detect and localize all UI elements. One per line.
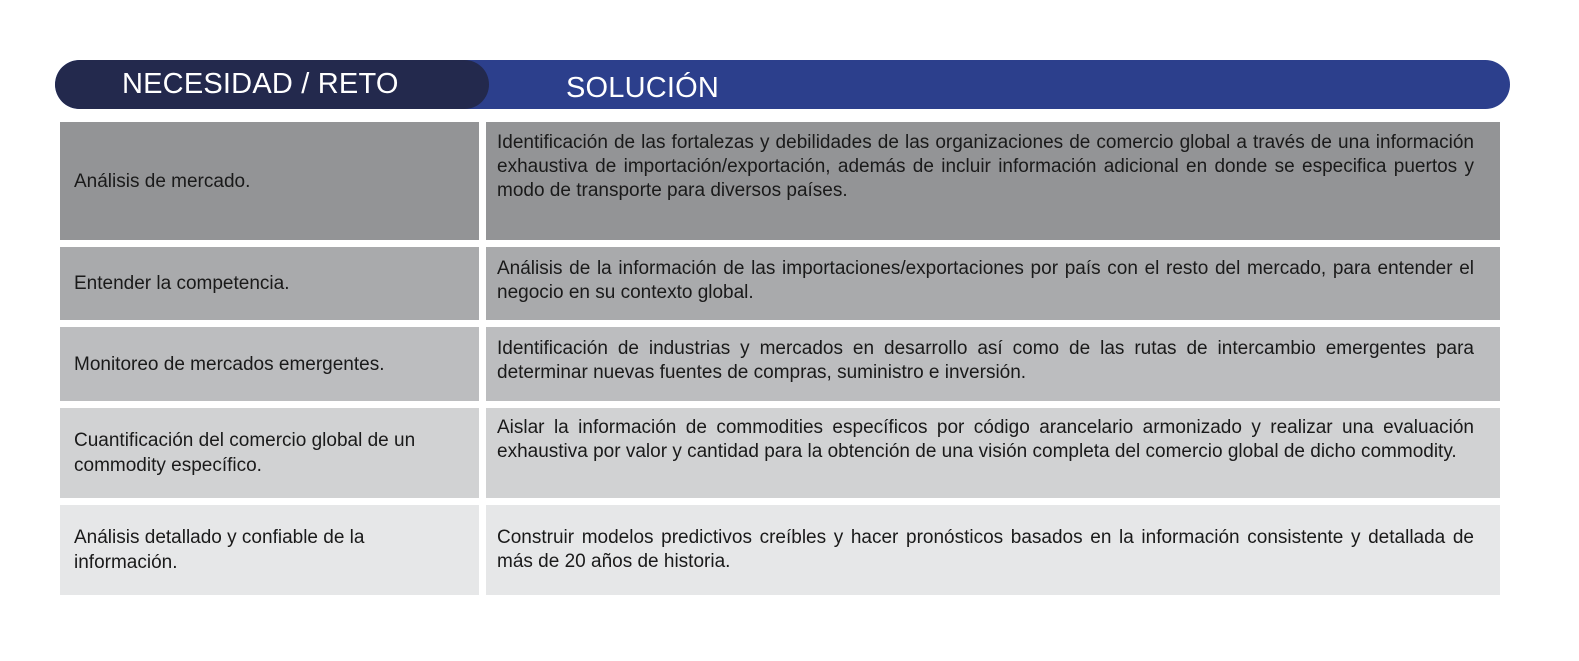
solution-cell: [486, 247, 1500, 320]
table-row: [60, 505, 1500, 595]
need-cell: [60, 505, 479, 595]
table-row: [60, 408, 1500, 498]
need-text: Monitoreo de mercados emergentes.: [74, 353, 385, 375]
need-cell: [60, 408, 479, 498]
solution-cell: [486, 505, 1500, 595]
need-text: Análisis de mercado.: [74, 170, 251, 192]
need-text: Entender la competencia.: [74, 273, 290, 294]
table-row: [60, 327, 1500, 401]
need-cell: [60, 247, 479, 320]
table-header: [55, 60, 1510, 109]
need-text: Análisis detallado y confiable de la información.: [74, 527, 365, 573]
solution-text: Aislar la información de commodities específicos por código arancelario armonizado y realizar una evaluación exhaustiva por valor y cantidad para la obtención de una visión completa del comercio global de dicho commodity.: [497, 417, 1474, 462]
table-row: [60, 122, 1500, 240]
solution-cell: [486, 408, 1500, 498]
header-solution-label: SOLUCIÓN: [566, 72, 720, 104]
header-need-column: [55, 60, 489, 109]
need-cell: [60, 327, 479, 401]
need-cell: [60, 122, 479, 240]
solution-text: Identificación de las fortalezas y debilidades de las organizaciones de comercio global a través de una información exhaustiva de importación/exportación, además de incluir información adicional en donde se especifica puertos y modo de transporte para diversos países.: [497, 132, 1474, 201]
header-need-label: NECESIDAD / RETO: [122, 68, 399, 100]
needs-solutions-table: [55, 60, 1510, 573]
table-body: [60, 122, 1500, 602]
solution-cell: [486, 122, 1500, 240]
table-row: [60, 247, 1500, 320]
solution-text: Construir modelos predictivos creíbles y hacer pronósticos basados en la información consistente y detallada de más de 20 años de historia.: [497, 527, 1474, 572]
solution-text: Identificación de industrias y mercados en desarrollo así como de las rutas de intercambio emergentes para determinar nuevas fuentes de compras, suministro e inversión.: [497, 338, 1474, 383]
solution-text: Análisis de la información de las importaciones/exportaciones por país con el resto del mercado, para entender el negocio en su contexto global.: [497, 258, 1474, 303]
solution-cell: [486, 327, 1500, 401]
need-text: Cuantificación del comercio global de un commodity específico.: [74, 430, 416, 476]
